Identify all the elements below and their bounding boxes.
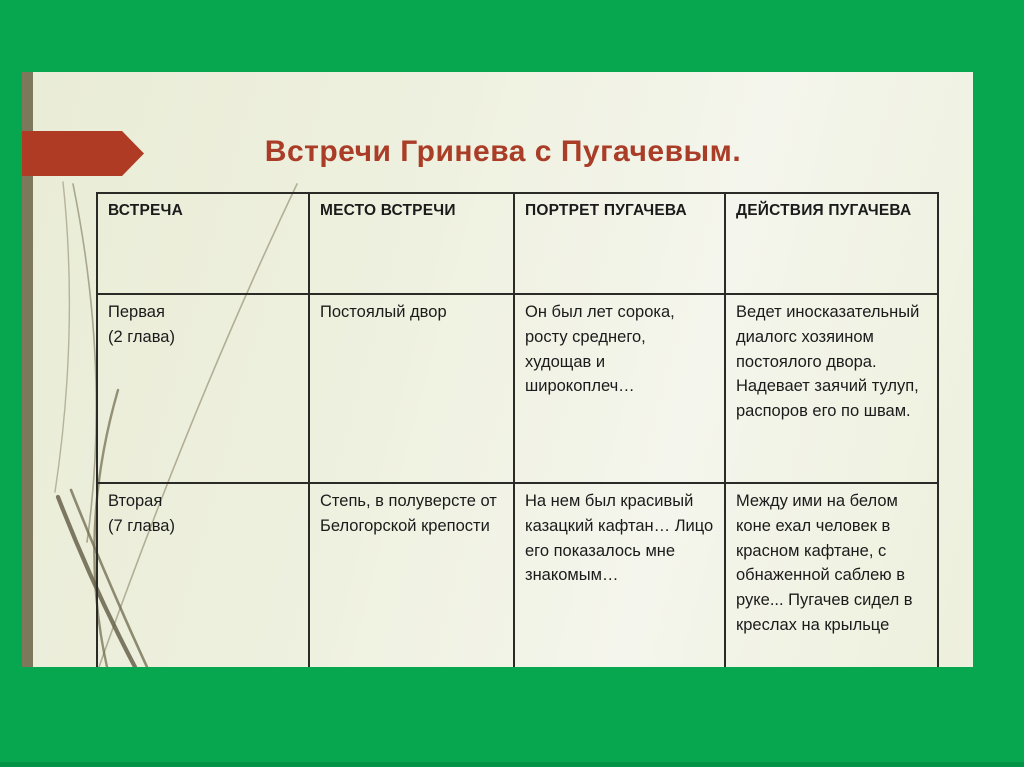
table-cell-actions: Между ими на белом коне ехал человек в красном кафтане, с обнаженной саблею в руке... Пугачев сидел в креслах на крыльце [725,483,938,667]
table-cell-place: Степь, в полуверсте от Белогорской крепости [309,483,514,667]
bottom-edge-line [0,762,1024,767]
header-portrait: ПОРТРЕТ ПУГАЧЕВА [514,193,725,294]
table-cell-portrait: Он был лет сорока, росту среднего, худощав и широкоплеч… [514,294,725,483]
table-row [97,294,938,483]
table-cell-portrait: На нем был красивый казацкий кафтан… Лицо его показалось мне знакомым… [514,483,725,667]
header-meeting: ВСТРЕЧА [97,193,309,294]
page-title: Встречи Гринева с Пугачевым. [264,135,742,168]
header-place: МЕСТО ВСТРЕЧИ [309,193,514,294]
title-arrow-icon [22,131,144,176]
header-actions: ДЕЙСТВИЯ ПУГАЧЕВА [725,193,938,294]
slide-canvas [33,72,973,667]
table-row [97,483,938,667]
table-cell-meeting: Вторая (7 глава) [97,483,309,667]
table-cell-meeting: Первая (2 глава) [97,294,309,483]
meetings-table [96,192,939,667]
table-cell-actions: Ведет иносказательный диалогс хозяином постоялого двора. Надевает заячий тулуп, распоров его по швам. [725,294,938,483]
table-cell-place: Постоялый двор [309,294,514,483]
table-header-row [97,193,938,294]
